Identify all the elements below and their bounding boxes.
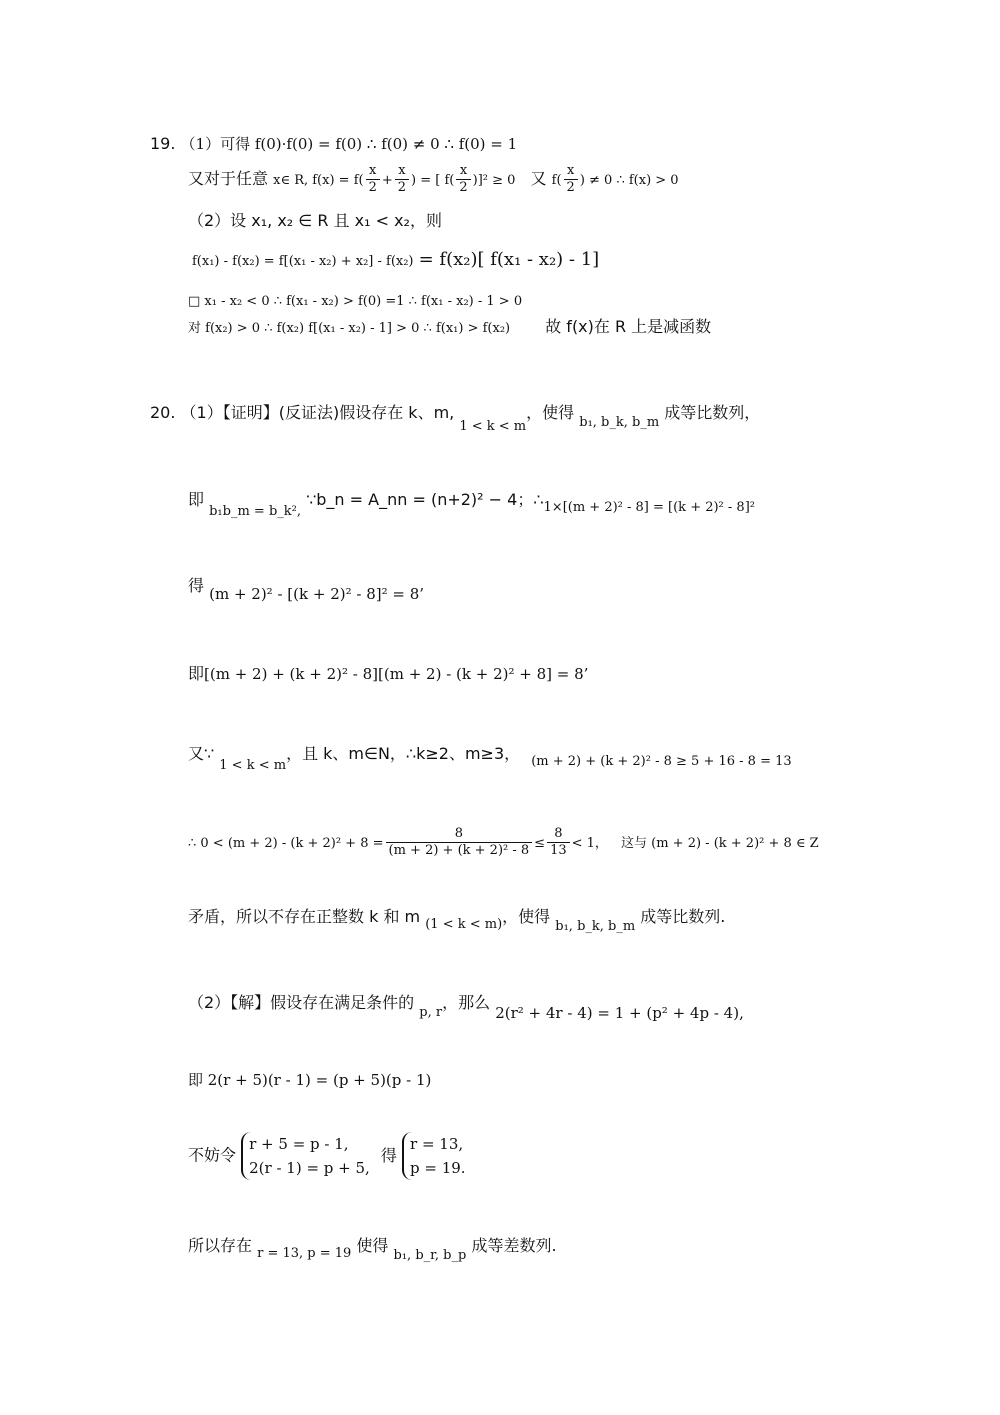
p20-l7-a: 矛盾，所以不存在正整数 k 和 m <box>188 907 421 926</box>
p20-l1-a: （1）【证明】(反证法)假设存在 k、m, <box>180 403 455 422</box>
system2-eq2: p = 19. <box>410 1159 466 1177</box>
p19-l2-math2: ) = [ f( <box>411 173 455 188</box>
p19-l2-math5: ) ≠ 0 ∴ f(x) > 0 <box>579 173 679 188</box>
system1-eq1: r + 5 = p - 1, <box>249 1135 349 1153</box>
p20-l1-e: 成等比数列， <box>664 403 761 422</box>
p20-l2-a: 即 <box>188 490 205 509</box>
p20-l4-a: 即 <box>188 664 205 683</box>
p19-l6-math: 对 f(x₂) > 0 ∴ f(x₂) f[(x₁ - x₂) - 1] > 0 ∴ f(x₁) > f(x₂) <box>188 321 511 336</box>
p20-line-1 <box>150 403 761 434</box>
equation-system-2 <box>402 1132 466 1180</box>
p19-l2-math1: x∈ R, f(x) = f( <box>273 173 364 188</box>
p20-l10-a: 不妨令 <box>188 1145 237 1165</box>
fraction-8-over-expr: $\frac{8}{\text{(m + 2) + (k + 2)² - 8}}$ <box>386 826 533 859</box>
p19-l2-math3: )]² ≥ 0 <box>472 173 516 188</box>
p20-l2-c: ∵b_n = A_nn = (n+2)² − 4；∴ <box>306 490 544 509</box>
p19-l4-left: f(x₁) - f(x₂) = f[(x₁ - x₂) + x₂] - f(x₂) <box>192 254 414 269</box>
p20-l1-c: ，使得 <box>526 403 575 422</box>
p20-line-7 <box>188 907 726 934</box>
p19-line-5: □ x₁ - x₂ < 0 ∴ f(x₁ - x₂) > f(0) =1 ∴ f(x₁ - x₂) - 1 > 0 <box>188 294 523 309</box>
p19-l4-right: = f(x₂)[ f(x₁ - x₂) - 1] <box>418 249 600 270</box>
p19-conclusion: 故 f(x)在 R 上是减函数 <box>545 317 712 336</box>
p20-l5-c: ，且 k、m∈N，∴k≥2、m≥3， <box>286 744 521 763</box>
p20-l6-a: ∴ 0 < (m + 2) - (k + 2)² + 8 = <box>188 836 384 851</box>
p20-l11-e: 成等差数列. <box>471 1236 557 1255</box>
p20-l2-b: b₁b_m = b_k², <box>209 504 301 519</box>
p20-line-4 <box>188 664 588 684</box>
p20-l8-b: p, r <box>419 1005 443 1020</box>
plus-sign: + <box>381 173 393 188</box>
p19-line-2 <box>188 163 679 196</box>
p20-line-6 <box>188 826 819 859</box>
p20-l11-d: b₁, b_r, b_p <box>393 1248 467 1263</box>
p19-part2-intro: （2）设 x₁, x₂ ∈ R 且 x₁ < x₂，则 <box>188 211 442 230</box>
p20-line-3 <box>188 576 425 603</box>
p20-line-11 <box>188 1236 557 1263</box>
problem-19-number: 19. <box>150 134 176 153</box>
p20-l11-c: 使得 <box>356 1236 389 1255</box>
p20-l2-d: 1×[(m + 2)² - 8] = [(k + 2)² - 8]² <box>543 500 755 515</box>
equation-system-1 <box>241 1132 370 1180</box>
p20-l4-b: [(m + 2) + (k + 2)² - 8][(m + 2) - (k + 2)² + 8] = 8’ <box>204 665 589 683</box>
p20-l8-d: 2(r² + 4r - 4) = 1 + (p² + 4p - 4), <box>495 1004 744 1022</box>
fraction-x-over-2: $\frac{x}{2}$ <box>456 163 470 196</box>
p20-l8-c: ，那么 <box>442 993 491 1012</box>
p20-l11-b: r = 13, p = 19 <box>257 1246 352 1261</box>
p20-l6-b: < 1， <box>571 836 608 851</box>
p20-l7-e: 成等比数列. <box>640 907 726 926</box>
system2-eq1: r = 13, <box>410 1135 464 1153</box>
p20-l1-ineq: 1 < k < m <box>459 419 527 434</box>
le-sign: ≤ <box>534 836 546 851</box>
p20-l3-b: (m + 2)² - [(k + 2)² - 8]² = 8’ <box>209 585 425 603</box>
problem-20-number: 20. <box>150 403 176 422</box>
p20-line-9: 即 2(r + 5)(r - 1) = (p + 5)(p - 1) <box>188 1071 432 1089</box>
p20-l6-c: 这与 (m + 2) - (k + 2)² + 8 ∈ Z <box>621 836 819 851</box>
p20-line-2 <box>188 490 755 519</box>
p19-l2-prefix: 又对于任意 <box>188 169 269 188</box>
p20-l5-b: 1 < k < m <box>219 758 287 773</box>
p20-l10-b: 得 <box>380 1145 397 1165</box>
p20-l7-c: ，使得 <box>502 907 551 926</box>
p19-l2-you: 又 <box>530 169 547 188</box>
p20-l7-b: (1 < k < m) <box>425 917 503 932</box>
fraction-x-over-2: $\frac{x}{2}$ <box>564 163 578 196</box>
p19-line-1 <box>150 134 517 154</box>
p20-l11-a: 所以存在 <box>188 1236 253 1255</box>
p19-part1-text: （1）可得 f(0)·f(0) = f(0) ∴ f(0) ≠ 0 ∴ f(0) = 1 <box>180 135 518 153</box>
p20-l5-d: (m + 2) + (k + 2)² - 8 ≥ 5 + 16 - 8 = 13 <box>531 754 792 769</box>
p20-l3-a: 得 <box>188 576 205 595</box>
p20-line-5 <box>188 744 792 773</box>
p19-line-4 <box>192 250 599 272</box>
fraction-8-over-13: $\frac{8}{13}$ <box>547 826 570 859</box>
fraction-x-over-2: $\frac{x}{2}$ <box>395 163 409 196</box>
p19-line-6 <box>188 317 711 339</box>
system1-eq2: 2(r - 1) = p + 5, <box>249 1159 370 1177</box>
p20-l7-d: b₁, b_k, b_m <box>555 919 636 934</box>
p20-l1-seq: b₁, b_k, b_m <box>579 415 660 430</box>
p20-l8-a: （2）【解】假设存在满足条件的 <box>188 993 415 1012</box>
fraction-x-over-2: $\frac{x}{2}$ <box>366 163 380 196</box>
p20-line-10 <box>188 1132 466 1180</box>
p20-line-8 <box>188 993 744 1022</box>
p20-l5-a: 又∵ <box>188 744 215 763</box>
p19-l2-math4: f( <box>551 173 562 188</box>
